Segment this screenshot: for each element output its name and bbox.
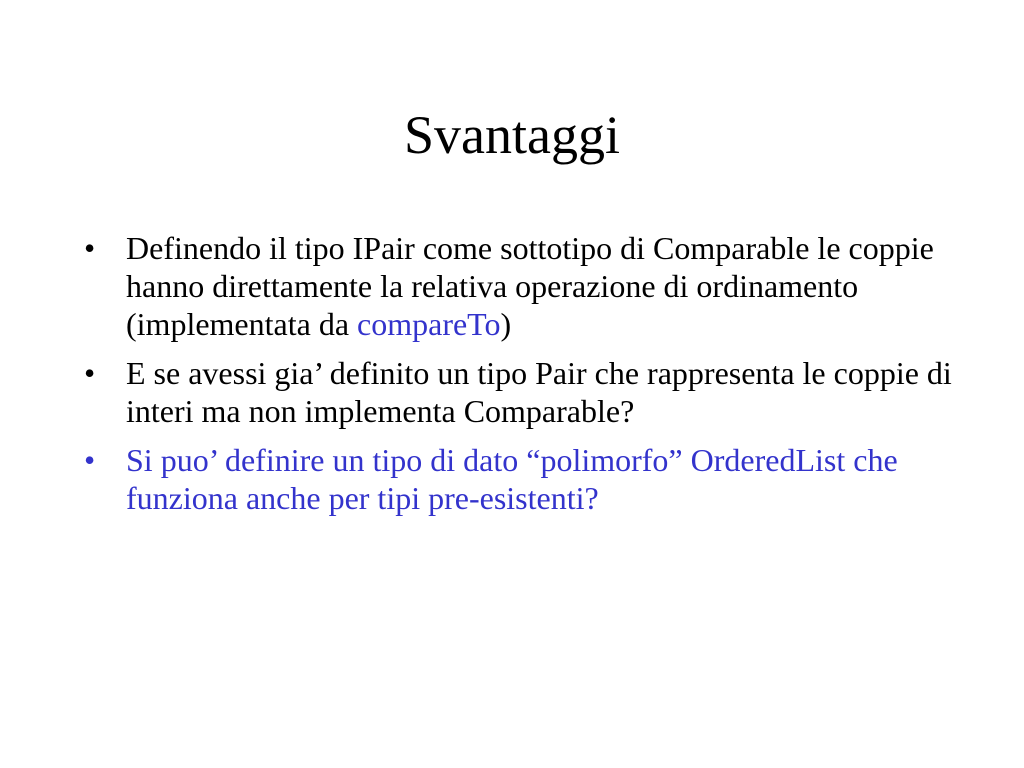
bullet-item-2 <box>84 354 964 430</box>
bullet-list <box>84 229 964 528</box>
bullet-text-part: Definendo il tipo IPair come sottotipo di Comparable le coppie hanno direttamente la relativa operazione di ordinamento (implementata da <box>126 230 934 342</box>
bullet-text: E se avessi gia’ definito un tipo Pair che rappresenta le coppie di interi ma non implementa Comparable? <box>126 355 952 429</box>
bullet-text: Si puo’ definire un tipo di dato “polimorfo” OrderedList che funziona anche per tipi pre-esistenti? <box>126 442 898 516</box>
compareto-highlight: compareTo <box>357 306 501 342</box>
bullet-item-1 <box>84 229 964 343</box>
bullet-item-3 <box>84 441 964 517</box>
bullet-text-part: ) <box>500 306 512 342</box>
bullet-icon: • <box>84 442 96 478</box>
bullet-icon: • <box>84 230 96 266</box>
bullet-text <box>126 230 934 342</box>
slide-title: Svantaggi <box>404 105 620 165</box>
bullet-icon: • <box>84 355 96 391</box>
